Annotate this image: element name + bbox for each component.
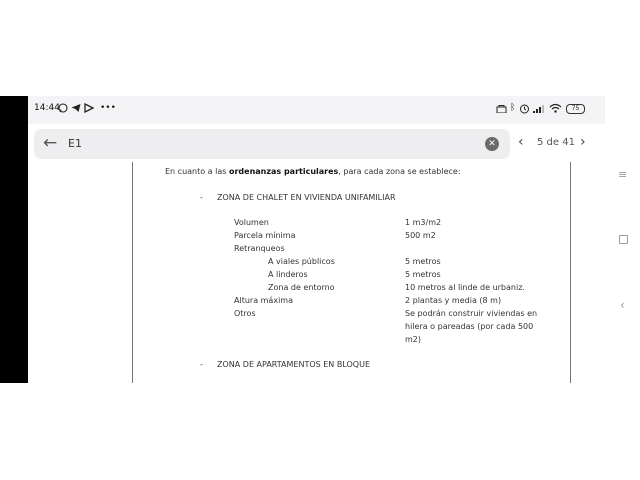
signal-icon (533, 104, 546, 113)
intro-text: En cuanto a las ordenanzas particulares, para cada zona se establece: (165, 167, 461, 176)
home-icon[interactable] (619, 235, 628, 244)
whatsapp-icon (58, 103, 68, 113)
left-black-band (0, 96, 28, 383)
row-value: 500 m2 (405, 231, 436, 240)
clear-icon[interactable]: ✕ (485, 137, 499, 151)
row-label: Volumen (234, 218, 269, 227)
lock-icon (496, 104, 507, 113)
bluetooth-icon: ᛒ (510, 103, 516, 113)
phone-screen (28, 96, 605, 383)
play-icon (84, 103, 94, 113)
status-time: 14:44 (34, 103, 60, 113)
search-input[interactable]: E1 (68, 137, 82, 150)
row-label: A viales públicos (268, 257, 335, 266)
row-value-continued: hilera o pareadas (por cada 500 (405, 322, 534, 331)
row-label: Retranqueos (234, 244, 285, 253)
arrow-left-icon[interactable]: ← (43, 133, 58, 153)
row-label: Otros (234, 309, 256, 318)
menu-icon[interactable]: ≡ (618, 168, 628, 181)
row-value: Se podrán construir viviendas en (405, 309, 538, 318)
wifi-icon (549, 103, 562, 113)
alarm-icon (519, 103, 530, 114)
status-bar (28, 96, 605, 124)
document-left-border (132, 162, 133, 383)
zone1-title: ZONA DE CHALET EN VIVIENDA UNIFAMILIAR (217, 193, 396, 202)
bullet-dash: - (200, 193, 203, 202)
row-value: 2 plantas y media (8 m) (405, 296, 502, 305)
row-value: 1 m3/m2 (405, 218, 442, 227)
page-counter: 5 de 41 (537, 137, 575, 148)
back-icon[interactable]: ‹ (620, 298, 625, 312)
row-value: 10 metros al linde de urbaniz. (405, 283, 525, 292)
row-label: Altura máxima (234, 296, 293, 305)
row-value: 5 metros (405, 257, 441, 266)
battery-icon: 75 (566, 104, 585, 114)
document-right-border (570, 162, 571, 383)
row-value: 5 metros (405, 270, 441, 279)
zone2-title: ZONA DE APARTAMENTOS EN BLOQUE (217, 360, 370, 369)
row-label: Zona de entorno (268, 283, 335, 292)
more-icon: ••• (100, 103, 116, 113)
bullet-dash: - (200, 360, 203, 369)
row-label: A linderos (268, 270, 308, 279)
search-bar[interactable] (34, 129, 510, 159)
telegram-icon (71, 103, 81, 113)
chevron-left-icon[interactable]: ‹ (518, 134, 524, 150)
chevron-right-icon[interactable]: › (580, 134, 586, 150)
row-label: Parcela mínima (234, 231, 296, 240)
row-value-continued: m2) (405, 335, 422, 344)
